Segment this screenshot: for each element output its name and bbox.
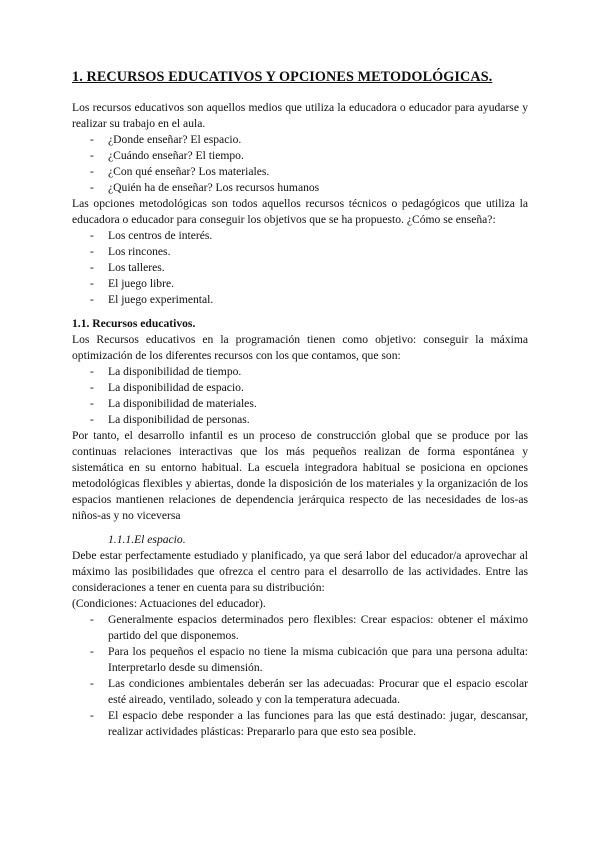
document-page <box>72 66 528 740</box>
page-title: 1. RECURSOS EDUCATIVOS Y OPCIONES METODOLÓGICAS. <box>72 69 493 85</box>
list-methodological-options <box>72 228 528 308</box>
list-item: - Los centros de interés. <box>90 229 213 242</box>
dash-bullet: - <box>90 181 94 194</box>
dash-bullet: - <box>90 397 94 410</box>
section-1-1-paragraph-2: Por tanto, el desarrollo infantil es un proceso de construcción global que se produce por las continuas relaciones interactivas que los más pequeños realizan de forma espontánea y sistemática en su entorno habitual. La escuela integradora habitual se posiciona en opciones metodológicas flexibles y abiertas, donde la disposición de los materiales y la organización de los espacios mantienen relaciones de dependencia jerárquica respecto de las necesidades de los-as niños-as y no viceversa <box>72 429 528 522</box>
dash-bullet: - <box>90 293 94 306</box>
section-1-1-1-paragraph-1: Debe estar perfectamente estudiado y planificado, ya que será labor del educador/a aprovechar al máximo las posibilidades que ofrezca el centro para el desarrollo de las actividades. Entre las consideraciones a tener en cuenta para su distribución: <box>72 549 528 594</box>
dash-bullet: - <box>90 645 94 658</box>
dash-bullet: - <box>90 149 94 162</box>
list-item: - ¿Quién ha de enseñar? Los recursos humanos <box>90 181 320 194</box>
list-item: - ¿Cuándo enseñar? El tiempo. <box>90 149 244 162</box>
list-item: - La disponibilidad de personas. <box>90 413 250 426</box>
list-item: - Las condiciones ambientales deberán ser las adecuadas: Procurar que el espacio escolar esté aireado, ventilado, soleado y con la temperatura adecuada. <box>90 677 528 706</box>
list-item: - La disponibilidad de espacio. <box>90 381 244 394</box>
list-item: - El juego libre. <box>90 277 175 290</box>
list-item: - La disponibilidad de tiempo. <box>90 365 242 378</box>
dash-bullet: - <box>90 229 94 242</box>
section-1-1-paragraph-1: Los Recursos educativos en la programación tienen como objetivo: conseguir la máxima optimización de los diferentes recursos con los que contamos, que son: <box>72 333 528 362</box>
section-heading-1-1: 1.1. Recursos educativos. <box>72 317 196 330</box>
list-item: - El juego experimental. <box>90 293 214 306</box>
list-item: - Para los pequeños el espacio no tiene la misma cubicación que para una persona adulta: Interpretarlo desde su dimensión. <box>90 645 528 674</box>
section-1-1-1-paragraph-2: (Condiciones: Actuaciones del educador). <box>72 597 266 610</box>
list-item: - Generalmente espacios determinados pero flexibles: Crear espacios: obtener el máximo partido del que disponemos. <box>90 613 528 642</box>
list-item: - Los rincones. <box>90 245 171 258</box>
dash-bullet: - <box>90 381 94 394</box>
section-heading-1-1-1: 1.1.1.El espacio. <box>108 533 186 546</box>
dash-bullet: - <box>90 413 94 426</box>
dash-bullet: - <box>90 709 94 722</box>
dash-bullet: - <box>90 165 94 178</box>
list-where-when-what-who <box>72 132 528 196</box>
dash-bullet: - <box>90 277 94 290</box>
dash-bullet: - <box>90 613 94 626</box>
list-item: - El espacio debe responder a las funciones para las que está destinado: jugar, descansar, realizar actividades plásticas: Prepararlo para que esto sea posible. <box>90 709 528 738</box>
dash-bullet: - <box>90 261 94 274</box>
intro-paragraph-2: Las opciones metodológicas son todos aquellos recursos técnicos o pedagógicos que utiliza la educadora o educador para conseguir los objetivos que se ha propuesto. ¿Cómo se enseña?: <box>72 197 528 226</box>
list-item: - Los talleres. <box>90 261 165 274</box>
list-resources-availability <box>72 364 528 428</box>
intro-paragraph-1: Los recursos educativos son aquellos medios que utiliza la educadora o educador para ayudarse y realizar su trabajo en el aula. <box>72 101 528 130</box>
list-item: - ¿Con qué enseñar? Los materiales. <box>90 165 270 178</box>
dash-bullet: - <box>90 245 94 258</box>
list-item: - La disponibilidad de materiales. <box>90 397 257 410</box>
dash-bullet: - <box>90 677 94 690</box>
list-item: - ¿Donde enseñar? El espacio. <box>90 133 242 146</box>
list-space-conditions <box>72 612 528 740</box>
dash-bullet: - <box>90 365 94 378</box>
dash-bullet: - <box>90 133 94 146</box>
